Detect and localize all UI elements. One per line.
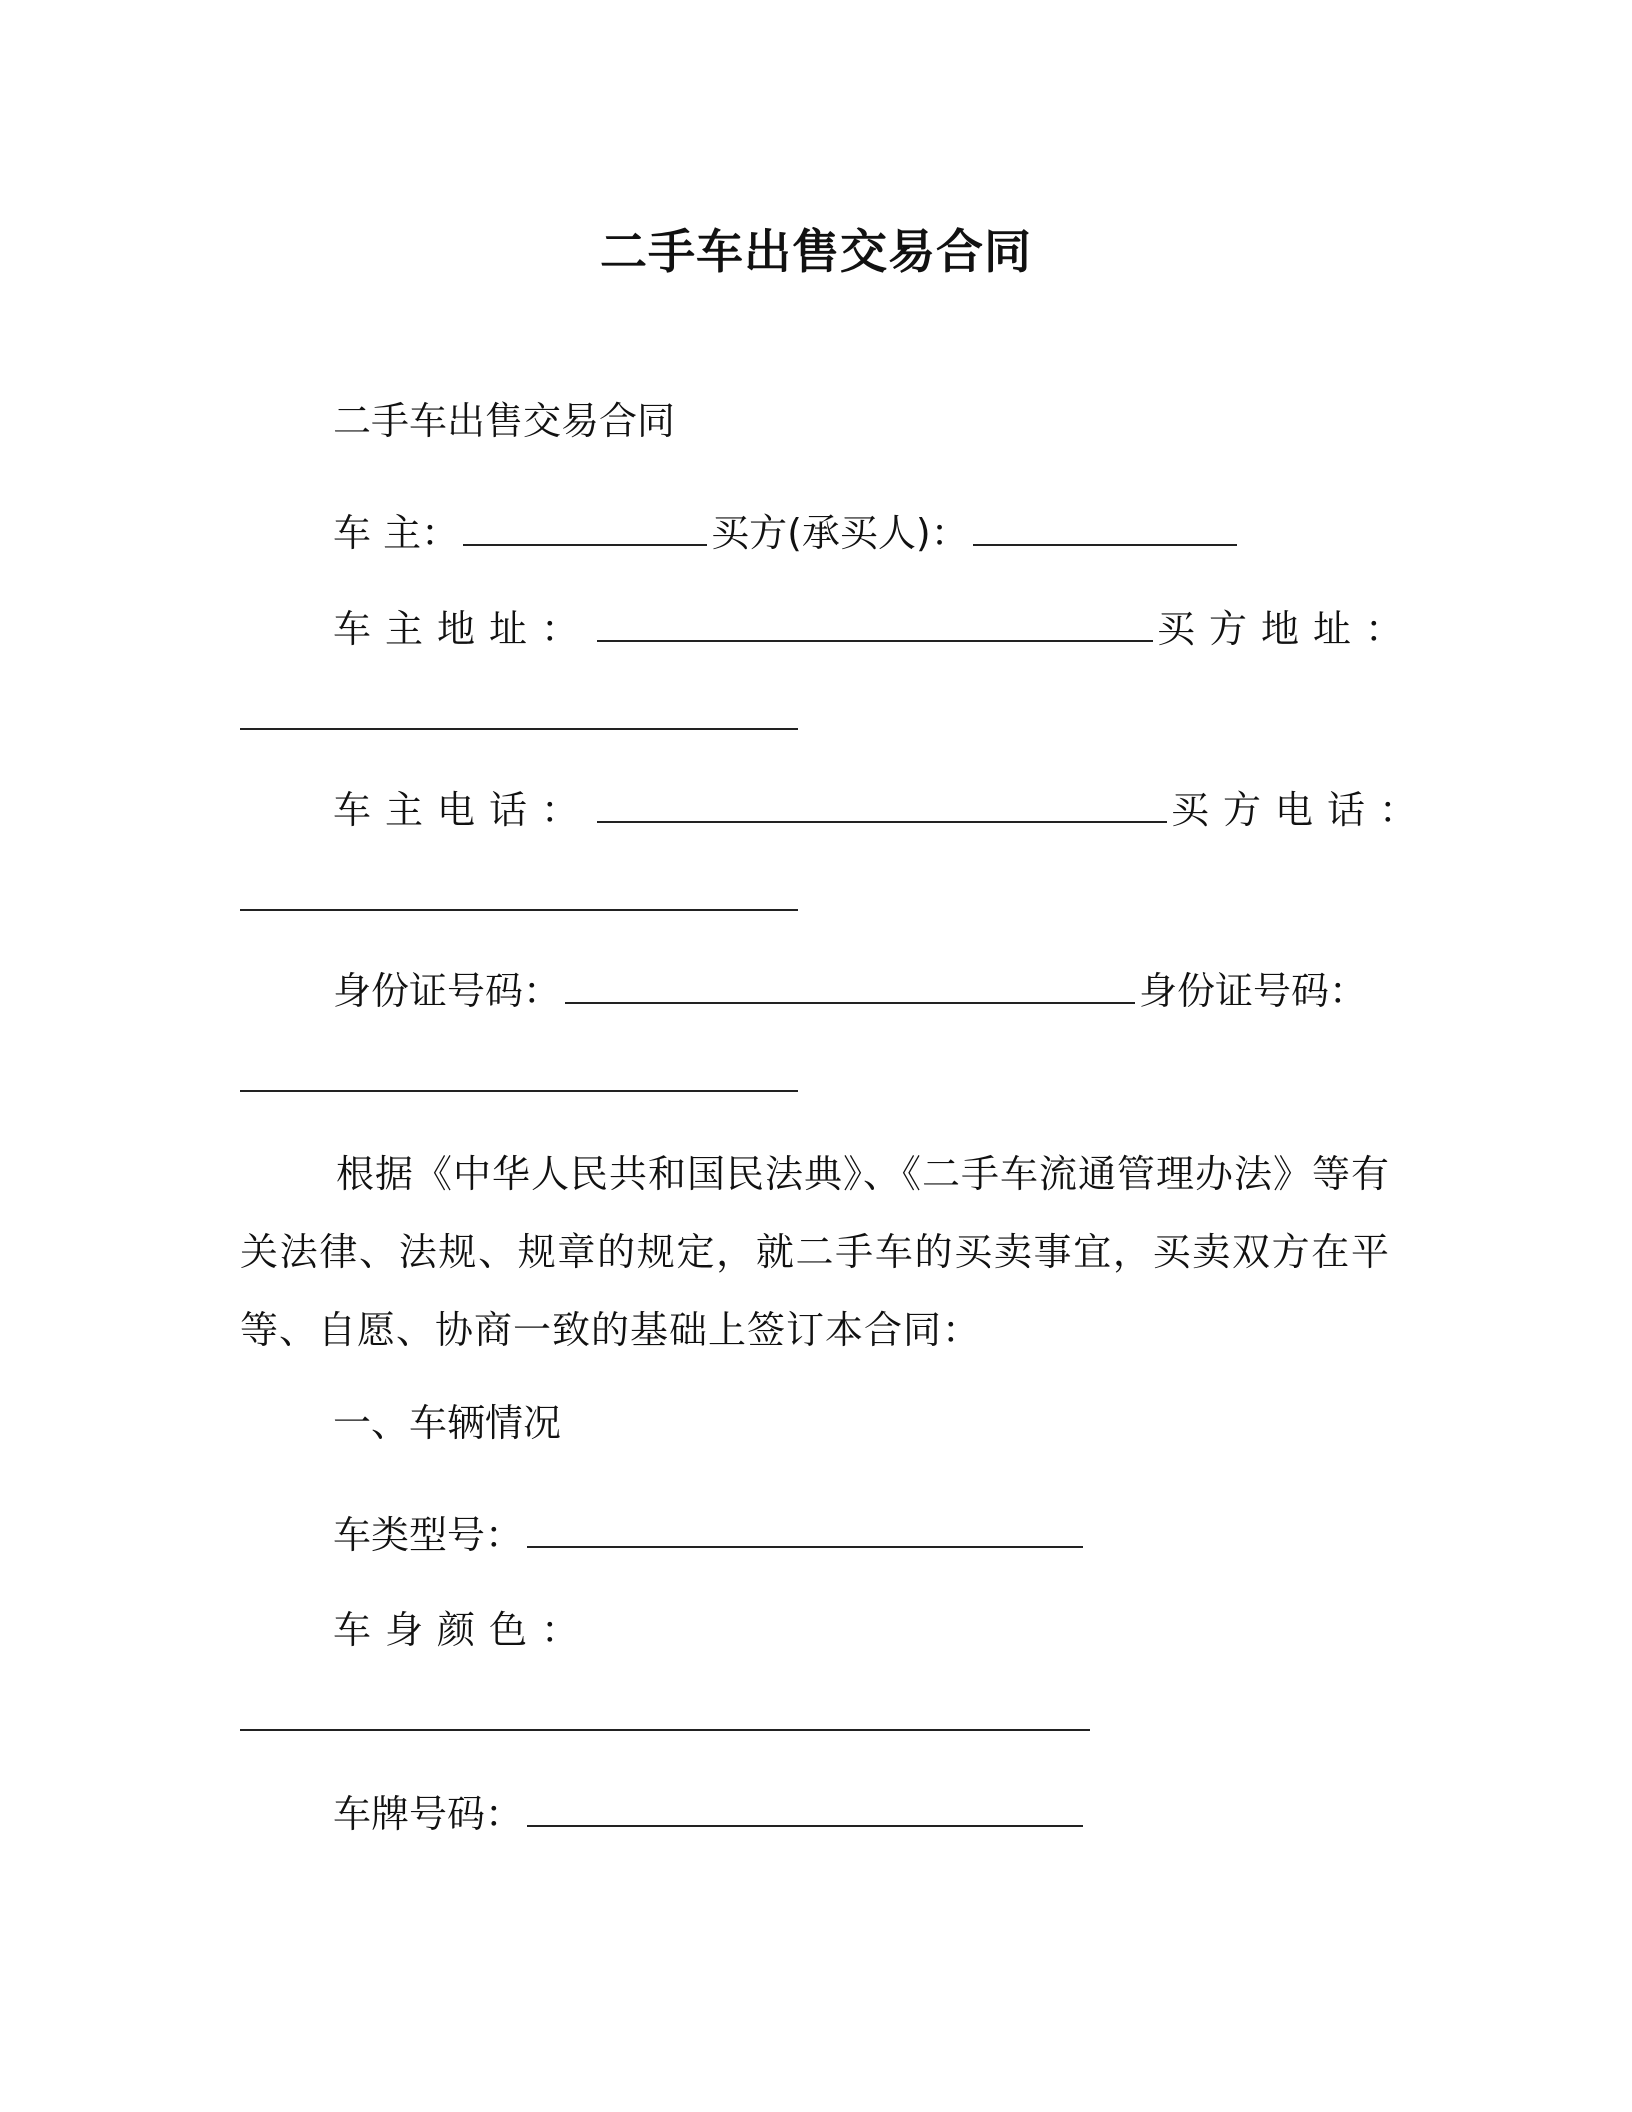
- phone-line: [333, 784, 1431, 836]
- buyer-id-label: 身份证号码：: [1139, 969, 1368, 1013]
- id-line: [333, 965, 1367, 1017]
- vehicle-color-label: 车身颜色：: [333, 1608, 594, 1652]
- owner-id-blank: [565, 968, 1135, 1004]
- section-1-heading: 一、车辆情况: [333, 1401, 562, 1445]
- vehicle-model-blank: [527, 1512, 1083, 1548]
- owner-address-blank: [597, 606, 1153, 642]
- plate-number-label: 车牌号码：: [333, 1792, 524, 1836]
- buyer-label: 买方(承买人)：: [711, 511, 969, 555]
- vehicle-color-line: [333, 1604, 593, 1656]
- buyer-address-blank: [240, 726, 798, 730]
- buyer-id-blank: [240, 1088, 798, 1092]
- buyer-phone-blank: [240, 907, 798, 911]
- vehicle-model-line: [333, 1509, 1087, 1561]
- owner-id-label: 身份证号码：: [333, 969, 562, 1013]
- owner-name-blank: [463, 510, 707, 546]
- vehicle-model-label: 车类型号：: [333, 1513, 524, 1557]
- owner-phone-blank: [597, 787, 1167, 823]
- address-line: [333, 603, 1417, 655]
- owner-label: 车 主：: [333, 511, 460, 555]
- owner-buyer-line: [333, 507, 1241, 559]
- plate-number-blank: [527, 1791, 1083, 1827]
- owner-phone-label: 车主电话：: [333, 788, 594, 832]
- document-subtitle: 二手车出售交易合同: [333, 399, 676, 443]
- plate-number-line: [333, 1788, 1087, 1840]
- preamble-paragraph: 根据《中华人民共和国民法典》、《二手车流通管理办法》等有关法律、法规、规章的规定，就二手车的买卖事宜，买卖双方在平等、自愿、协商一致的基础上签订本合同：: [240, 1152, 1391, 1352]
- owner-address-label: 车主地址：: [333, 607, 594, 651]
- vehicle-color-blank: [240, 1727, 1090, 1731]
- buyer-address-label: 买方地址：: [1157, 607, 1418, 651]
- buyer-phone-label: 买方电话：: [1171, 788, 1432, 832]
- buyer-name-blank: [973, 510, 1237, 546]
- document-title: 二手车出售交易合同: [600, 225, 1032, 280]
